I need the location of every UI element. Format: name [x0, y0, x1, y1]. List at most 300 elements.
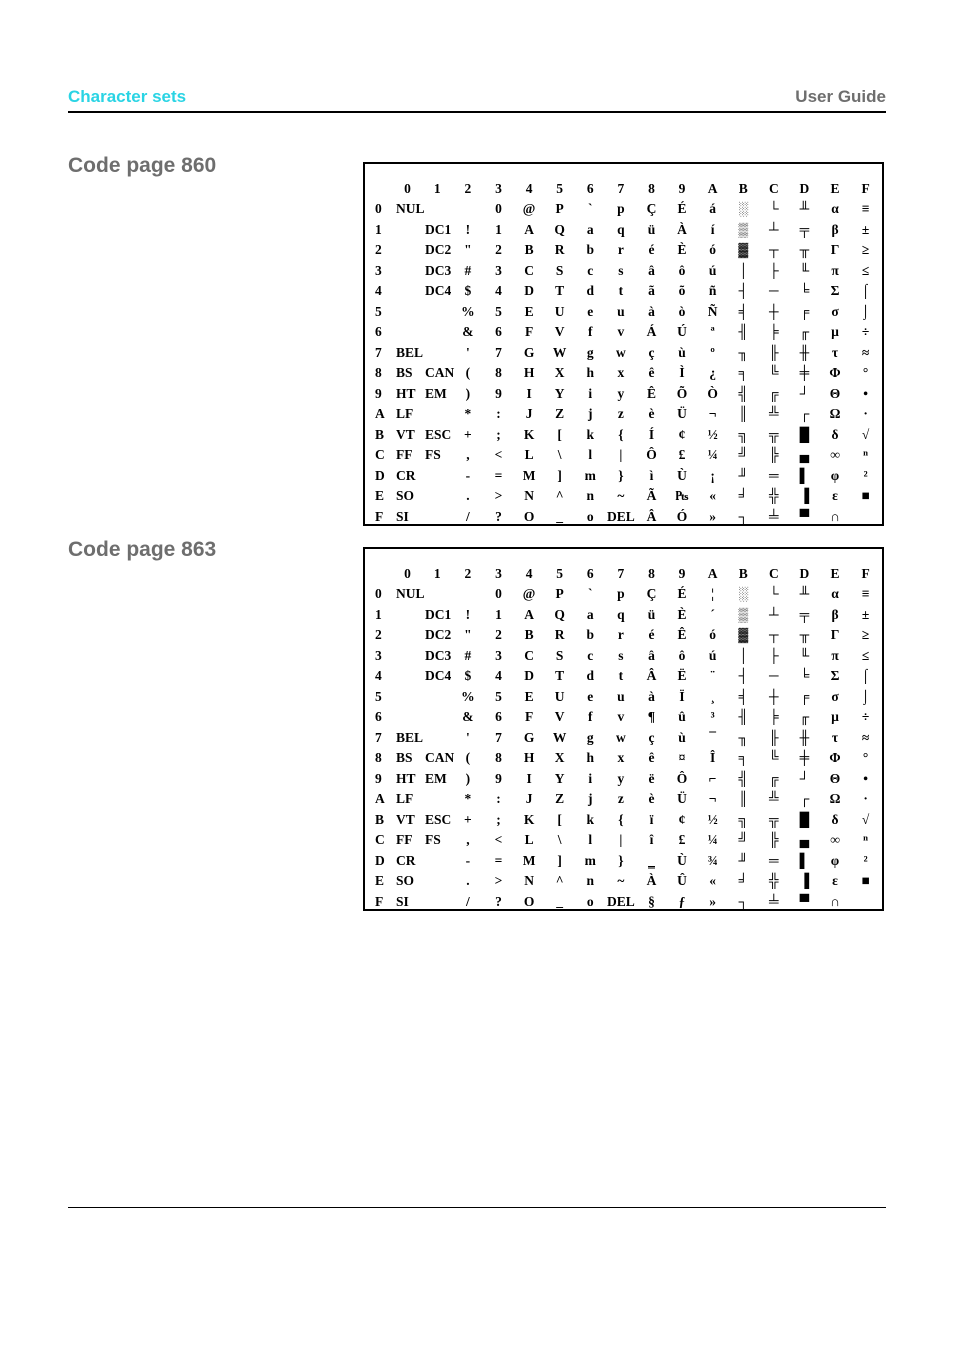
char-cell: β	[831, 221, 839, 237]
code-page-860-table	[363, 162, 884, 526]
char-cell: ╥	[799, 627, 810, 642]
char-cell: Ω	[829, 791, 841, 806]
row-header: 0	[375, 586, 382, 601]
row-header: D	[375, 467, 385, 483]
char-cell: ┬	[769, 242, 779, 257]
char-cell: {	[618, 426, 624, 442]
char-cell: VT	[396, 426, 415, 442]
char-cell: ESC	[425, 811, 452, 827]
char-cell: ┼	[769, 688, 779, 704]
column-header: 1	[433, 180, 441, 196]
char-cell	[393, 686, 422, 707]
char-cell: ╗	[738, 426, 749, 442]
char-cell: ╟	[769, 344, 779, 360]
char-cell: α	[831, 201, 839, 216]
char-cell: ╔	[769, 770, 779, 786]
char-cell: Σ	[830, 668, 840, 683]
char-cell	[393, 707, 422, 728]
column-header: 5	[556, 565, 564, 581]
char-cell: !	[465, 221, 471, 237]
char-cell: ╙	[799, 262, 810, 278]
char-cell: °	[862, 365, 869, 380]
char-cell: Ô	[676, 770, 688, 786]
char-cell: V	[554, 324, 565, 339]
char-cell: 0	[495, 586, 502, 601]
grid-spacer	[759, 549, 790, 563]
char-cell: 4	[495, 283, 502, 298]
char-cell: â	[648, 262, 655, 278]
char-cell: Û	[677, 873, 687, 888]
char-cell: A	[524, 606, 534, 622]
char-cell: d	[586, 283, 595, 298]
char-cell: DC3	[425, 647, 452, 663]
grid-spacer	[606, 549, 637, 563]
char-cell: s	[618, 262, 624, 278]
char-cell: I	[526, 770, 532, 786]
header-rule	[68, 111, 886, 113]
char-cell: Ã	[646, 488, 657, 503]
char-cell: ¡	[710, 467, 715, 483]
char-cell: NUL	[396, 586, 425, 601]
char-cell: »	[709, 893, 717, 909]
char-cell: E	[524, 688, 534, 704]
char-cell: ═	[769, 852, 779, 868]
char-cell: B	[524, 242, 534, 257]
char-cell: z	[617, 791, 624, 806]
column-header: 4	[525, 180, 533, 196]
char-cell: ½	[707, 426, 718, 442]
char-cell: Ë	[677, 668, 687, 683]
char-cell: G	[523, 729, 535, 745]
char-cell: ═	[769, 467, 779, 483]
char-cell: Ô	[646, 447, 657, 462]
char-cell: ╛	[738, 488, 749, 503]
char-cell	[393, 260, 422, 281]
char-cell: ≤	[861, 647, 870, 663]
char-cell: ┴	[769, 221, 779, 237]
char-cell: }	[618, 852, 624, 868]
char-cell: NUL	[396, 201, 425, 216]
char-cell: L	[524, 447, 534, 462]
char-cell: 5	[495, 688, 502, 704]
char-cell: ]	[557, 467, 562, 483]
char-cell: õ	[678, 283, 686, 298]
char-cell	[393, 301, 422, 322]
char-cell: /	[466, 893, 470, 909]
char-cell: ·	[863, 406, 868, 421]
char-cell: Í	[648, 426, 655, 442]
char-cell	[393, 281, 422, 302]
char-cell: ▄	[799, 447, 810, 462]
grid-spacer	[365, 164, 393, 178]
char-cell: s	[618, 647, 624, 663]
char-cell: HT	[396, 385, 416, 401]
char-cell: ╬	[769, 873, 779, 888]
char-cell: «	[709, 488, 717, 503]
char-cell: ₧	[675, 488, 689, 503]
char-cell: 8	[495, 750, 502, 765]
char-cell: α	[831, 586, 839, 601]
column-header: 8	[648, 180, 655, 196]
char-cell: Ú	[677, 324, 687, 339]
char-cell: 1	[495, 606, 502, 622]
column-header: F	[861, 565, 870, 581]
row-header: B	[375, 426, 385, 442]
char-cell: EM	[425, 385, 447, 401]
char-cell: ╘	[799, 283, 810, 298]
char-cell: H	[523, 365, 535, 380]
char-cell: ─	[769, 668, 779, 683]
char-cell: 2	[495, 242, 502, 257]
char-cell: ^	[555, 873, 564, 888]
char-cell: r	[617, 242, 624, 257]
char-cell: Z	[555, 791, 565, 806]
char-cell: FS	[425, 447, 441, 462]
char-cell: FF	[396, 447, 413, 462]
char-cell: 5	[495, 303, 502, 319]
char-cell: 3	[495, 647, 502, 663]
char-cell: σ	[831, 688, 839, 704]
char-cell: ∞	[830, 832, 840, 847]
char-cell: v	[617, 709, 625, 724]
char-cell: )	[465, 770, 471, 786]
char-cell: Z	[555, 406, 565, 421]
char-cell: ½	[707, 811, 718, 827]
row-header: 6	[375, 709, 382, 724]
char-cell: m	[584, 467, 596, 483]
row-header: 3	[375, 647, 382, 663]
char-cell: »	[709, 508, 717, 524]
char-cell: Φ	[829, 365, 841, 380]
char-cell: Ω	[829, 406, 841, 421]
char-cell: *	[464, 406, 472, 421]
row-header: E	[375, 873, 385, 888]
row-header: D	[375, 852, 385, 868]
char-cell: =	[494, 467, 503, 483]
char-cell: π	[831, 262, 839, 278]
char-cell: n	[586, 488, 595, 503]
char-cell: ▄	[799, 832, 810, 847]
grid-spacer	[667, 164, 698, 178]
char-cell: 4	[495, 668, 502, 683]
char-cell: S	[555, 647, 564, 663]
header-section-title: Character sets	[68, 87, 187, 106]
char-cell: SO	[396, 488, 415, 503]
char-cell: ║	[738, 406, 749, 421]
char-cell: N	[524, 488, 534, 503]
char-cell: y	[617, 385, 625, 401]
char-cell: DC3	[425, 262, 452, 278]
char-cell: <	[494, 447, 503, 462]
char-cell: 7	[495, 344, 502, 360]
char-cell: DC2	[425, 627, 452, 642]
char-cell: ╧	[769, 893, 779, 909]
char-cell: _	[556, 893, 564, 909]
grid-spacer	[514, 549, 545, 563]
char-cell: LF	[396, 406, 414, 421]
grid-spacer	[453, 164, 484, 178]
grid-corner	[365, 563, 393, 584]
char-cell: ┤	[738, 668, 749, 683]
char-cell: S	[555, 262, 564, 278]
row-header: 7	[375, 729, 382, 745]
char-cell	[422, 707, 453, 728]
char-cell: ≥	[861, 627, 870, 642]
char-cell: ²	[863, 852, 868, 868]
char-cell	[422, 789, 453, 810]
char-cell: ╪	[799, 750, 810, 765]
char-cell: ╠	[769, 832, 779, 847]
char-cell: σ	[831, 303, 839, 319]
char-cell: •	[863, 385, 868, 401]
char-cell: t	[618, 283, 624, 298]
char-cell: g	[586, 344, 594, 360]
char-cell: {	[618, 811, 624, 827]
code-page-860-title: Code page 860	[68, 154, 217, 177]
char-cell: ó	[709, 242, 717, 257]
char-cell: ▀	[799, 893, 810, 909]
char-cell: l	[588, 447, 593, 462]
char-cell: ÷	[861, 709, 870, 724]
char-cell	[453, 199, 484, 220]
char-cell: k	[586, 426, 595, 442]
char-cell: ╫	[799, 729, 810, 745]
char-cell: ü	[647, 606, 656, 622]
char-cell: U	[554, 688, 565, 704]
grid-spacer	[667, 549, 698, 563]
char-cell: à	[648, 688, 655, 704]
char-cell: SI	[396, 508, 409, 524]
char-cell: °	[862, 750, 869, 765]
char-cell: ³	[710, 709, 715, 724]
char-cell: í	[710, 221, 715, 237]
column-header: E	[830, 180, 840, 196]
char-cell: j	[588, 406, 593, 421]
row-header: C	[375, 447, 385, 462]
char-cell: ╔	[769, 385, 779, 401]
row-header: 4	[375, 668, 382, 683]
char-cell: Î	[710, 750, 716, 765]
char-cell: ┬	[769, 627, 779, 642]
char-cell: Φ	[829, 750, 841, 765]
char-cell: |	[619, 447, 623, 462]
char-cell: J	[525, 406, 533, 421]
char-cell: è	[648, 406, 655, 421]
char-cell: :	[496, 791, 501, 806]
char-cell: L	[524, 832, 534, 847]
char-cell	[422, 871, 453, 892]
char-cell: T	[555, 668, 565, 683]
char-cell: ,	[466, 832, 470, 847]
char-cell: R	[554, 242, 565, 257]
char-cell: ╚	[769, 365, 779, 380]
char-cell: ╝	[738, 447, 749, 462]
char-cell: ╤	[799, 221, 810, 237]
char-cell: CR	[396, 852, 416, 868]
char-cell: U	[554, 303, 565, 319]
char-cell: C	[524, 262, 534, 278]
footer-rule	[68, 1207, 886, 1208]
char-cell: DC4	[425, 668, 452, 683]
char-cell: EM	[425, 770, 447, 786]
char-cell	[453, 584, 484, 605]
grid-spacer	[789, 549, 820, 563]
char-cell: µ	[831, 709, 839, 724]
char-cell: ã	[648, 283, 655, 298]
grid-spacer	[422, 164, 453, 178]
char-cell	[422, 891, 453, 912]
column-header: 9	[678, 565, 686, 581]
char-cell: BEL	[396, 344, 424, 360]
char-cell: ∩	[830, 893, 840, 909]
row-header: 9	[375, 770, 382, 786]
code-page-860-grid	[365, 164, 882, 524]
column-header: 0	[404, 180, 411, 196]
char-cell: ≤	[861, 262, 870, 278]
char-cell: ├	[769, 262, 779, 278]
char-cell: ù	[678, 344, 686, 360]
char-cell: ║	[738, 791, 749, 806]
char-cell: ~	[617, 873, 625, 888]
char-cell	[850, 506, 881, 527]
char-cell: V	[554, 709, 565, 724]
char-cell: D	[524, 283, 534, 298]
char-cell: ╢	[738, 324, 749, 339]
char-cell: £	[678, 832, 686, 847]
char-cell: X	[554, 750, 565, 765]
char-cell: :	[496, 406, 501, 421]
row-header: C	[375, 832, 385, 847]
char-cell: ¶	[647, 709, 656, 724]
char-cell: └	[769, 201, 779, 216]
char-cell: ¬	[708, 791, 717, 806]
char-cell: e	[587, 688, 594, 704]
column-header: A	[707, 565, 718, 581]
char-cell: 1	[495, 221, 502, 237]
char-cell: 6	[495, 324, 502, 339]
column-header: F	[861, 180, 870, 196]
char-cell: û	[678, 709, 686, 724]
char-cell: 6	[495, 709, 502, 724]
char-cell: +	[464, 811, 472, 827]
char-cell: Y	[554, 385, 565, 401]
char-cell: ░	[738, 201, 749, 216]
char-cell: -	[465, 852, 471, 868]
char-cell: ;	[496, 426, 501, 442]
row-header: 6	[375, 324, 382, 339]
char-cell: Ñ	[707, 303, 718, 319]
char-cell: DEL	[606, 893, 635, 909]
char-cell: P	[555, 586, 564, 601]
column-header: B	[738, 565, 748, 581]
row-header: 1	[375, 606, 382, 622]
char-cell: ¾	[707, 852, 718, 868]
char-cell: ╫	[799, 344, 810, 360]
char-cell: DEL	[606, 508, 635, 524]
char-cell: φ	[830, 467, 840, 483]
char-cell: À	[646, 873, 657, 888]
char-cell: 9	[495, 385, 502, 401]
char-cell: x	[617, 365, 625, 380]
char-cell: g	[586, 729, 594, 745]
char-cell: ñ	[708, 283, 717, 298]
char-cell: '	[466, 344, 470, 360]
char-cell: Ê	[646, 385, 656, 401]
char-cell	[422, 506, 453, 527]
char-cell: Θ	[829, 770, 841, 786]
char-cell: Q	[554, 606, 565, 622]
char-cell: 8	[495, 365, 502, 380]
char-cell: !	[465, 606, 471, 622]
char-cell: q	[617, 606, 625, 622]
char-cell: +	[464, 426, 472, 442]
char-cell: ∞	[830, 447, 840, 462]
row-header: 0	[375, 201, 382, 216]
row-header: 1	[375, 221, 382, 237]
char-cell: `	[588, 201, 593, 216]
column-header: 7	[617, 565, 625, 581]
char-cell: ├	[769, 647, 779, 663]
char-cell	[422, 322, 453, 343]
column-header: 7	[617, 180, 625, 196]
grid-spacer	[514, 164, 545, 178]
char-cell: Á	[646, 324, 657, 339]
char-cell: ¬	[708, 406, 717, 421]
column-header: 2	[464, 565, 472, 581]
char-cell: á	[709, 201, 717, 216]
grid-spacer	[820, 549, 851, 563]
char-cell: ε	[832, 873, 838, 888]
char-cell: ╨	[799, 201, 810, 216]
char-cell: M	[522, 467, 536, 483]
char-cell: w	[615, 344, 626, 360]
char-cell: w	[615, 729, 626, 745]
char-cell: ╝	[738, 832, 749, 847]
char-cell: v	[617, 324, 625, 339]
char-cell: π	[831, 647, 839, 663]
char-cell: ╗	[738, 811, 749, 827]
char-cell: a	[586, 221, 594, 237]
char-cell	[422, 199, 453, 220]
char-cell: DC2	[425, 242, 452, 257]
char-cell: b	[586, 627, 595, 642]
char-cell: Ù	[677, 852, 687, 868]
char-cell: └	[769, 586, 779, 601]
char-cell: £	[678, 447, 686, 462]
char-cell: À	[677, 221, 687, 237]
char-cell: ╩	[769, 406, 779, 421]
char-cell: J	[525, 791, 533, 806]
char-cell: Ü	[677, 406, 687, 421]
char-cell	[850, 891, 881, 912]
char-cell: P	[555, 201, 564, 216]
char-cell: ╠	[769, 447, 779, 462]
char-cell: C	[524, 647, 534, 663]
char-cell: 2	[495, 627, 502, 642]
char-cell: ú	[708, 262, 717, 278]
char-cell: ■	[861, 488, 870, 503]
char-cell: è	[648, 791, 655, 806]
char-cell: ╟	[769, 729, 779, 745]
char-cell: #	[464, 262, 472, 278]
char-cell: &	[462, 709, 474, 724]
char-cell: ╣	[738, 385, 749, 401]
char-cell: p	[617, 201, 625, 216]
char-cell: CAN	[425, 750, 455, 765]
char-cell: §	[648, 893, 655, 909]
char-cell: β	[831, 606, 839, 622]
char-cell: ┌	[799, 406, 810, 421]
